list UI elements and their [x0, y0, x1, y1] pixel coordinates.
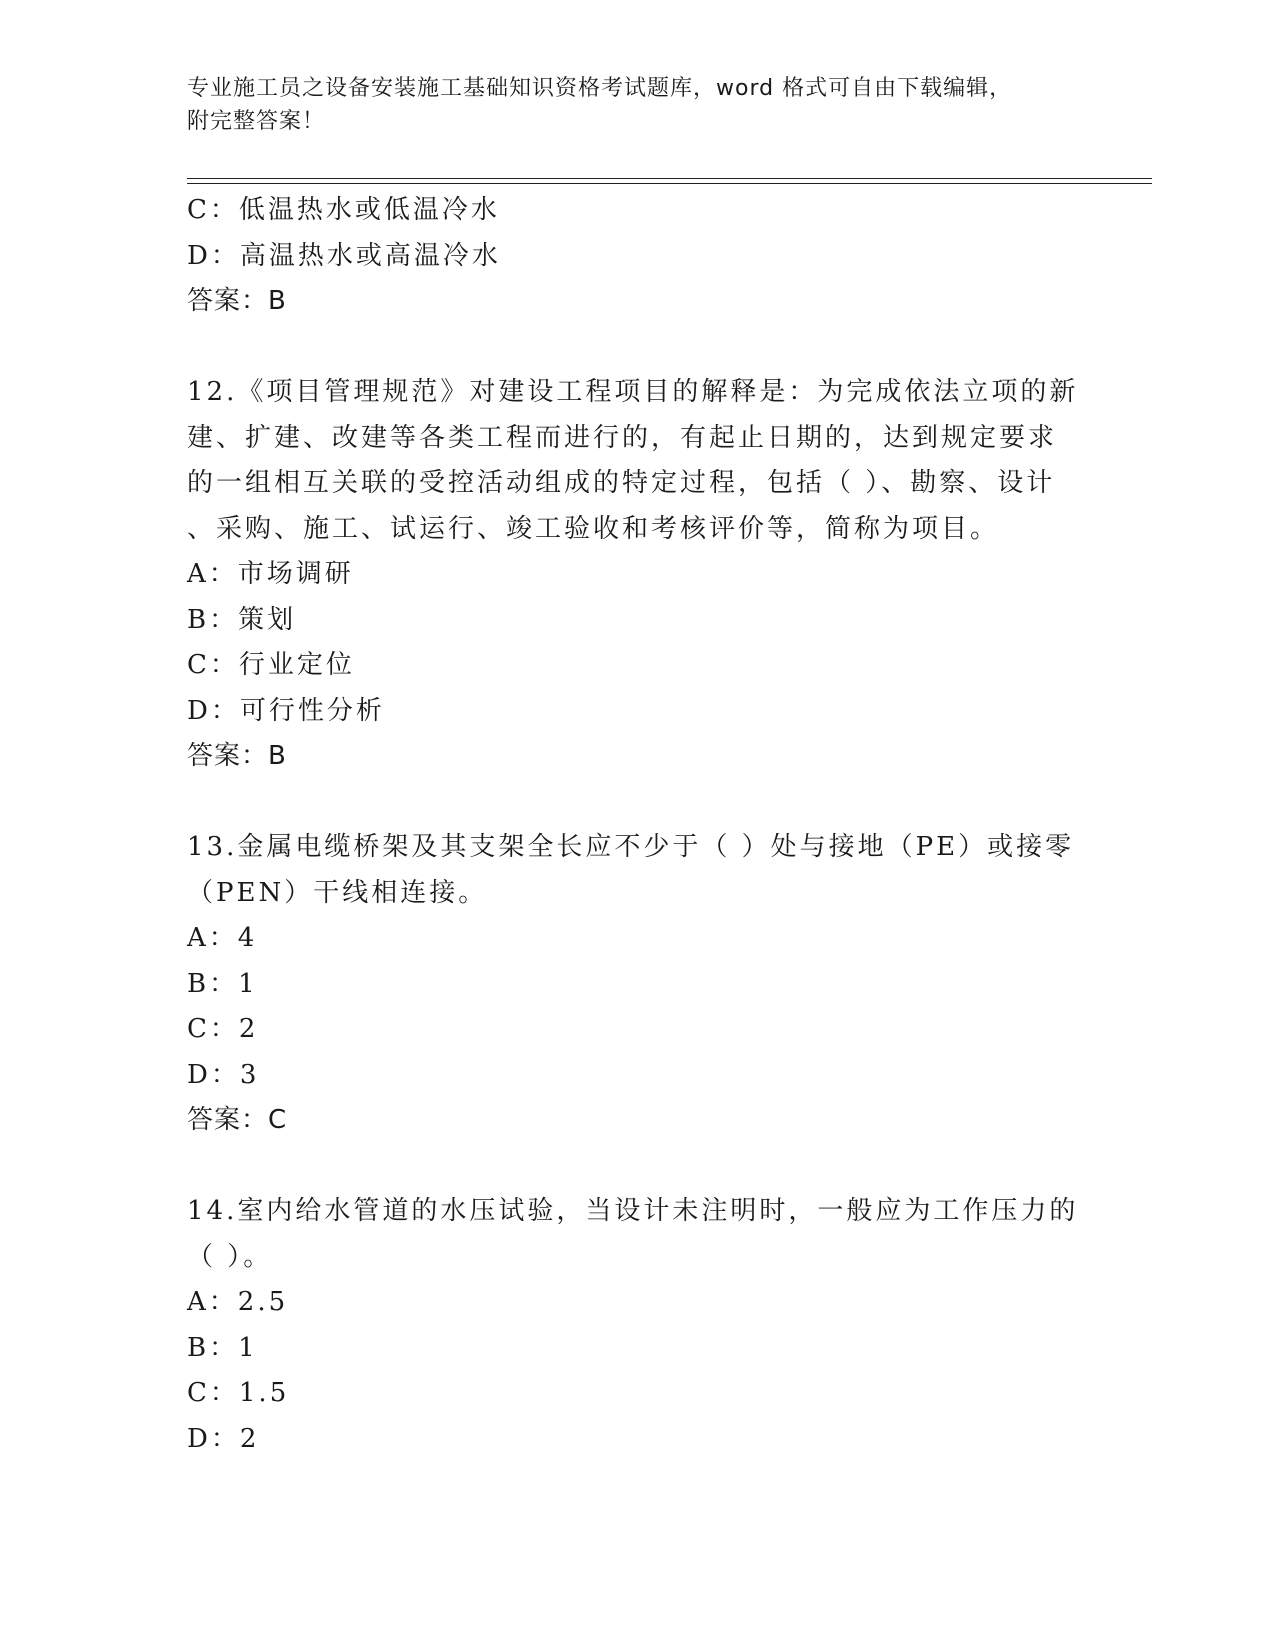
- header-divider-bottom: [187, 183, 1152, 184]
- question-12: [187, 370, 1087, 780]
- option-b: B：1: [187, 1332, 258, 1363]
- option-c: C：1.5: [187, 1378, 290, 1408]
- header-line-2: 附完整答案！: [187, 109, 326, 134]
- option-c: C：行业定位: [187, 650, 355, 680]
- question-11-tail: [187, 188, 1087, 325]
- option-d: D：3: [187, 1059, 260, 1090]
- option-d: D：高温热水或高温冷水: [187, 240, 501, 271]
- option-b: B：策划: [187, 604, 297, 635]
- spacer: [187, 780, 1087, 826]
- option-c: C：2: [187, 1014, 259, 1044]
- header-divider-top: [187, 178, 1152, 179]
- document-body: [187, 188, 1087, 1462]
- question-14: [187, 1189, 1087, 1462]
- option-a: A：市场调研: [187, 559, 354, 589]
- answer-label: 答案：B: [187, 741, 287, 771]
- spacer: [187, 325, 1087, 371]
- option-c: C：低温热水或低温冷水: [187, 195, 500, 225]
- question-stem-line: （PEN）干线相连接。: [187, 877, 488, 908]
- option-a: A：2.5: [187, 1287, 289, 1317]
- question-stem-line: 12.《项目管理规范》对建设工程项目的解释是：为完成依法立项的新: [187, 377, 1079, 407]
- question-stem-line: 13.金属电缆桥架及其支架全长应不少于（ ）处与接地（PE）或接零: [187, 832, 1075, 862]
- answer-label: 答案：C: [187, 1105, 288, 1135]
- option-d: D：2: [187, 1423, 260, 1454]
- question-stem-line: 建、扩建、改建等各类工程而进行的，有起止日期的，达到规定要求: [187, 422, 1058, 453]
- option-b: B：1: [187, 968, 258, 999]
- answer-label: 答案：B: [187, 286, 287, 316]
- question-stem-line: 的一组相互关联的受控活动组成的特定过程，包括（ ）、勘察、设计: [187, 468, 1056, 498]
- spacer: [187, 1144, 1087, 1190]
- header-line-1: 专业施工员之设备安装施工基础知识资格考试题库，word 格式可自由下载编辑，: [187, 76, 1013, 101]
- question-stem-line: 14.室内给水管道的水压试验，当设计未注明时，一般应为工作压力的: [187, 1196, 1079, 1226]
- document-header: [187, 72, 1087, 138]
- question-13: [187, 825, 1087, 1144]
- question-stem-line: 、采购、施工、试运行、竣工验收和考核评价等，简称为项目。: [187, 513, 1000, 544]
- option-d: D：可行性分析: [187, 695, 385, 726]
- option-a: A：4: [187, 923, 258, 953]
- question-stem-line: （ ）。: [187, 1241, 273, 1272]
